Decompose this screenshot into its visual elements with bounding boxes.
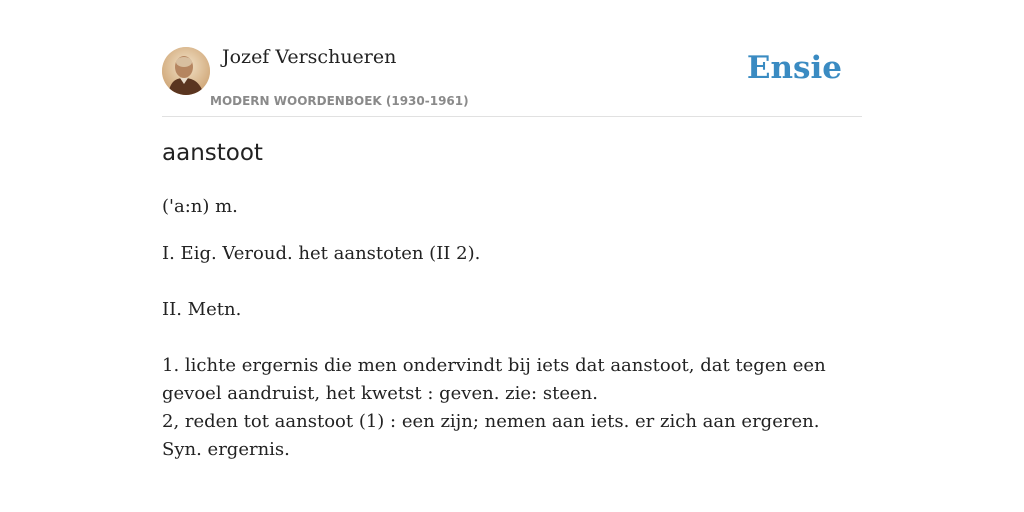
dictionary-source[interactable]: MODERN WOORDENBOEK (1930-1961) bbox=[210, 94, 469, 108]
entry-sense-2: II. Metn. bbox=[162, 299, 242, 320]
entry-body bbox=[162, 193, 862, 464]
header bbox=[162, 40, 862, 117]
entry-definition-1: 1. lichte ergernis die men ondervindt bij iets dat aanstoot, dat tegen een gevoel aandruist, het kwetst : geven. zie: steen. bbox=[162, 355, 826, 404]
entry-headword: aanstoot bbox=[162, 140, 263, 166]
author-name[interactable]: Jozef Verschueren bbox=[222, 46, 397, 68]
avatar[interactable] bbox=[162, 47, 210, 95]
author-portrait-icon bbox=[162, 47, 210, 95]
entry-pronunciation: ('a:n) m. bbox=[162, 196, 238, 217]
entry-sense-1: I. Eig. Veroud. het aanstoten (II 2). bbox=[162, 243, 481, 264]
brand-logo[interactable]: Ensie bbox=[746, 50, 842, 86]
entry-definition-2: 2, reden tot aanstoot (1) : een zijn; nemen aan iets. er zich aan ergeren. Syn. ergernis. bbox=[162, 411, 820, 460]
